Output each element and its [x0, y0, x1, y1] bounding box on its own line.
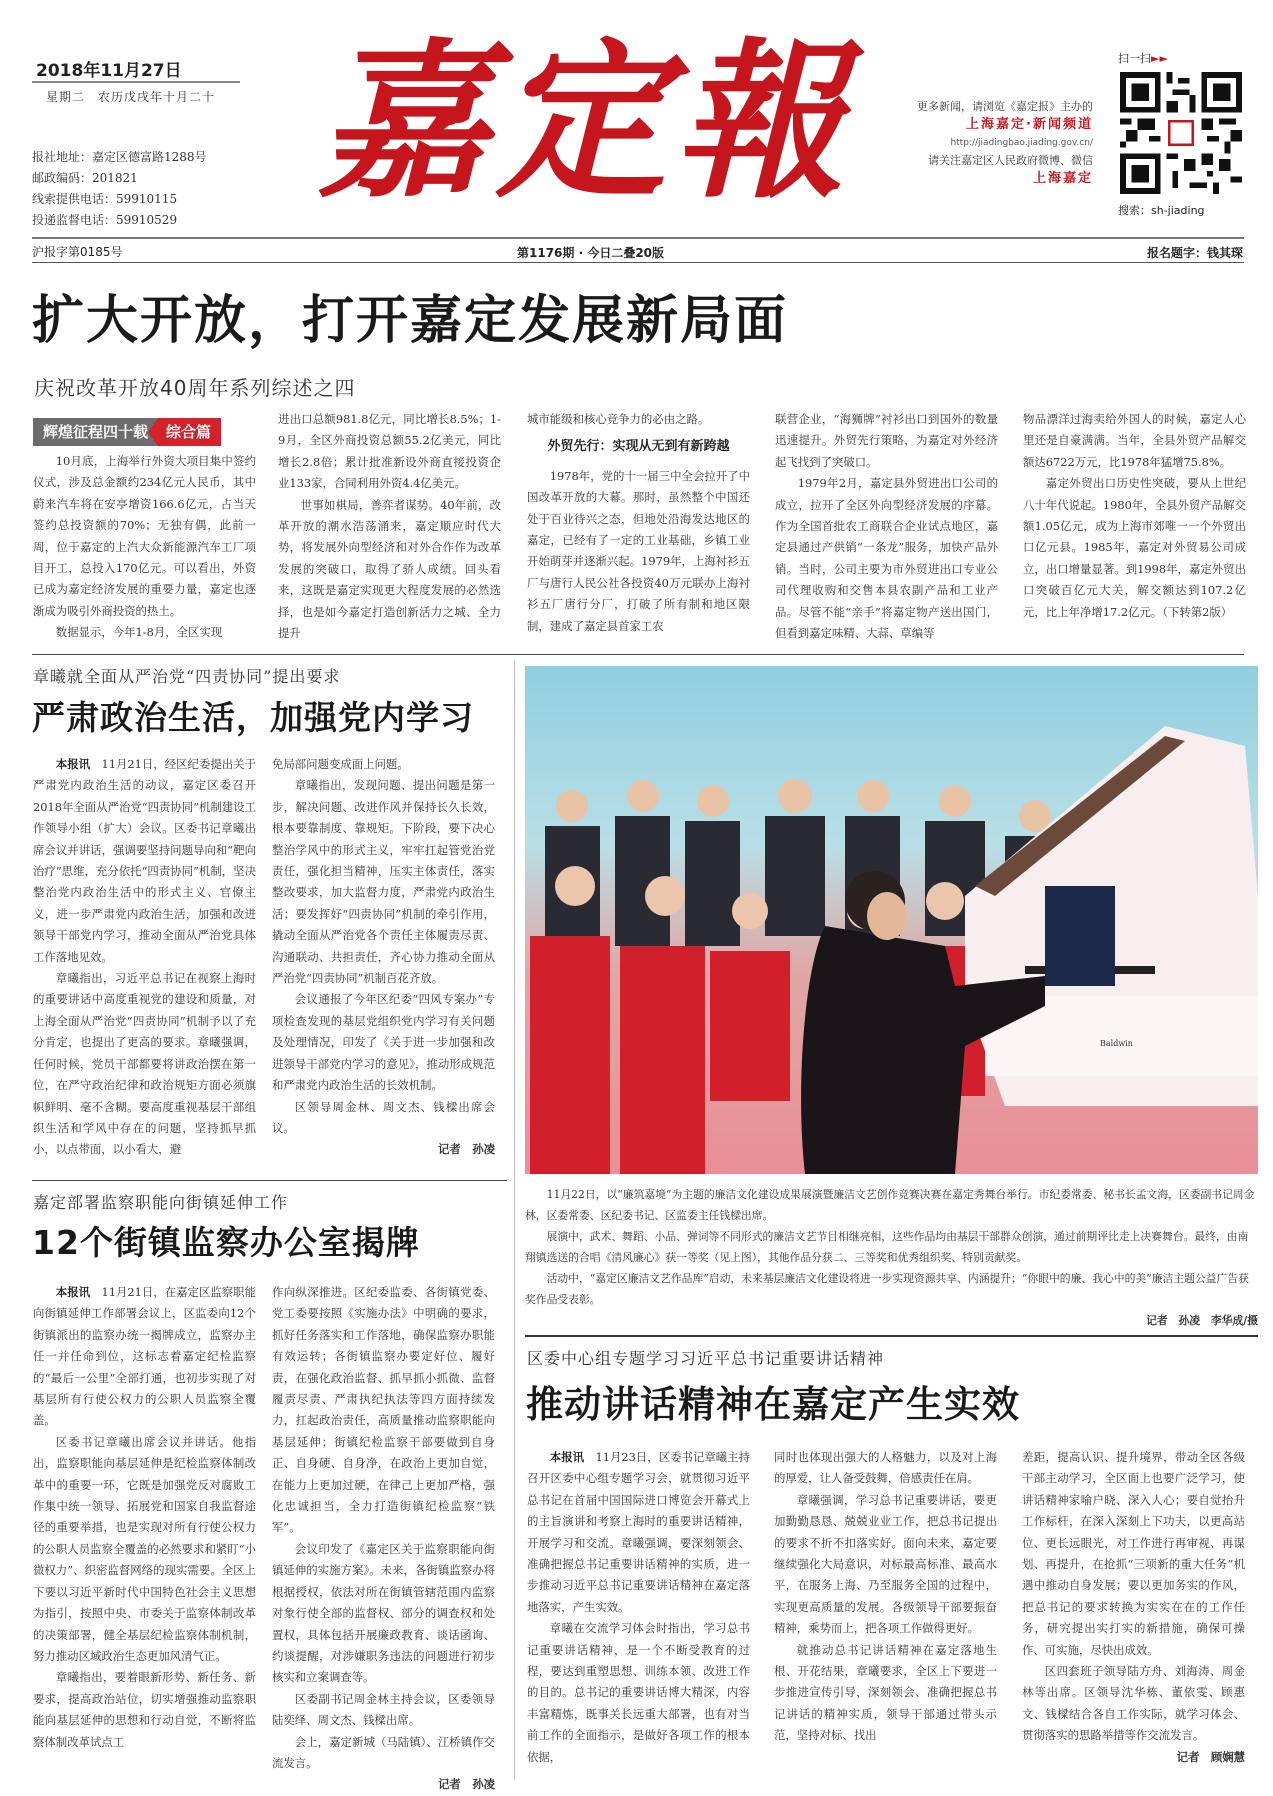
paragraph: 差距，提高认识、提升境界，带动全区各级干部主动学习，全区面上也要广泛学习，使讲话精神家喻户晓、深入人心；要自觉抬升工作标杆，在深入深刻上下功夫，以更高站位、更长远眼光，对工作进行再审视、再谋划、再提升，在抢抓“三项新的重大任务”机遇中推动自身发展；要以更加务实的作风，把总书记的要求转换为实实在在的工作任务，研究提出实打实的新措施，确保可操作、可实施，尽快出成效。: [1022, 1450, 1245, 1657]
dateline: 本报讯: [549, 1450, 585, 1464]
paragraph: 同时也体现出强大的人格魅力，以及对上海的厚爱，让人备受鼓舞，倍感责任在肩。: [774, 1450, 997, 1486]
paragraph: 免局部问题变成面上问题。: [272, 757, 409, 771]
byline: 记者 孙凌: [438, 1777, 495, 1792]
arrow-right-icon: ►►: [1151, 52, 1168, 65]
paragraph: 区四套班子领导陆方舟、刘海涛、周金林等出席。区领导沈华栋、董依雯、顾惠文、钱樑结合各自工作实际，就学习体会、贯彻落实的思路举措等作交流发言。: [1022, 1664, 1245, 1743]
section-divider: [525, 1335, 1258, 1337]
issue-number: 第1176期 · 今日二叠20版: [517, 246, 665, 260]
lead-column-4: [775, 409, 998, 644]
story4-column-1: [527, 1447, 750, 1768]
web-promo: [917, 98, 1093, 188]
lead-column-3: [527, 409, 750, 637]
paragraph: 数据显示，今年1-8月，全区实现: [55, 625, 223, 640]
title-calligraphy-credit: 报名题字：钱其琛: [1146, 246, 1243, 260]
promo-line-2: 请关注嘉定区人民政府微博、微信: [928, 154, 1093, 167]
paragraph: 章曦指出，习近平总书记在视察上海时的重要讲话中高度重视党的建设和质量，对上海全面从严治党“四责协同”机制予以了充分肯定，也提出了更高的要求。章曦强调，任何时候，党员干部都要将讲政治摆在第一位，在严守政治纪律和政治规矩方面必须旗帜鲜明、毫不含糊。要高度重视基层干部组织生活和学风中存在的问题，坚持抓早抓小，以点带面，以小看大，避: [33, 971, 256, 1157]
photo-caption: [525, 1184, 1258, 1331]
story3-column-2: [272, 1282, 495, 1796]
column-divider: [514, 660, 515, 1780]
story3-kicker: 嘉定部署监察职能向街镇延伸工作: [33, 1193, 289, 1212]
dateline: 本报讯: [55, 757, 91, 771]
paragraph: 章曦指出，要着眼新形势、新任务、新要求，提高政治站位，切实增强推动监察职能向基层延伸的思想和行动自觉，不断将监察体制改革试点工: [33, 1670, 256, 1749]
masthead-divider: [32, 237, 1244, 239]
choir-piano-image: [525, 666, 1258, 1174]
caption-paragraph: 11月22日，以“廉筑嘉境”为主题的廉洁文化建设成果展演暨廉洁文艺创作竞赛决赛在嘉定秀舞台举行。市纪委常委、秘书长孟文海，区委副书记周金林，区委常委、区纪委书记、区监委主任钱樑出席。: [525, 1188, 1255, 1222]
byline: 记者 孙凌: [438, 1142, 495, 1157]
paragraph: 作向纵深推进。区纪委监委、各街镇党委、党工委要按照《实施办法》中明确的要求，抓好任务落实和工作落地，确保监察办职能有效运转；各街镇监察办要定好位、履好责，在强化政治监督、抓早抓小抓微、监督履责尽责、严肃执纪执法等四方面持续发力，扛起政治责任，高质量推动监察职能向基层延伸；街镇纪检监察干部要做到自身正、自身硬、自身净，在政治上更加自觉，在能力上更加过硬，在律己上更加严格，强化忠诚担当，全力打造街镇纪检监察“铁军”。: [272, 1285, 495, 1535]
paragraph: 会上，嘉定新城（马陆镇）、江桥镇作交流发言。: [272, 1734, 495, 1770]
story2-headline[interactable]: 严肃政治生活，加强党内学习: [32, 698, 474, 737]
lead-column-5: [1023, 409, 1246, 623]
section-divider: [32, 654, 1244, 655]
paragraph: 进出口总额981.8亿元，同比增长8.5%；1-9月，全区外商投资总额55.2亿美元，同比增长2.8倍；累计批准新设外商直接投资企业133家，合同利用外资4.4亿美元。: [278, 412, 501, 491]
promo-line: 更多新闻，请浏览《嘉定报》主办的: [917, 100, 1093, 113]
lead-headline[interactable]: 扩大开放，打开嘉定发展新局面: [32, 291, 789, 351]
paragraph: 会议印发了《嘉定区关于监察职能向街镇延伸的实施方案》。未来，各街镇监察办将根据授权，依法对所在街镇管辖范围内监察对象行使全部的监督权、部分的调查权和处置权，具体包括开展廉政教育、谈话函询、约谈提醒，对涉嫌职务违法的问题进行初步核实和立案调查等。: [272, 1541, 495, 1685]
scan-label: [1118, 50, 1168, 66]
paragraph: 会议通报了今年区纪委“四风专案办”专项检查发现的基层党组织党内学习有关问题及处理情况，印发了《关于进一步加强和改进领导干部党内学习的意见》，推动形成规范和严肃党内政治生活的长效机制。: [272, 992, 495, 1093]
dateline: 本报讯: [55, 1285, 91, 1299]
story4-headline[interactable]: 推动讲话精神在嘉定产生实效: [526, 1383, 1020, 1426]
story3-headline[interactable]: 12个街镇监察办公室揭牌: [32, 1223, 420, 1262]
address: 报社地址：嘉定区德富路1288号: [32, 150, 207, 164]
story4-column-3: [1022, 1447, 1245, 1768]
paragraph: 嘉定外贸出口历史性突破，要从上世纪八十年代说起。1980年，全县外贸产品解交额1.05亿元，成为上海市郊唯一一个外贸出口亿元县。1985年，嘉定对外贸易公司成立，出口增量显著。到1998年，嘉定外贸出口突破百亿元大关，解交额达到107.2亿元，比上年净增17.2亿元。（下转第2版）: [1023, 476, 1246, 619]
paragraph: 1978年，党的十一届三中全会拉开了中国改革开放的大幕。那时，虽然整个中国还处于百业待兴之态，但地处沿海发达地区的嘉定，已经有了一定的工业基础，乡镇工业开始萌芽并逐渐兴起。1979年，上海衬衫五厂与唐行人民公社各投资40万元联办上海衬衫五厂唐行分厂，打破了所有制和地区限制，建成了嘉定县首家工农: [527, 468, 750, 633]
series-tag: [33, 418, 221, 446]
paragraph: 物品漂洋过海卖给外国人的时候，嘉定人心里还是自豪满满。当年，全县外贸产品解交额达6722万元，比1978年猛增75.8%。: [1023, 412, 1246, 469]
paragraph: 章曦指出，发现问题、提出问题是第一步，解决问题、改进作风并保持长久长效，根本要靠制度、靠规矩。下阶段，要下决心整治学风中的形式主义，牢牢扛起管党治党责任，强化担当精神，压实主体责任，落实整改要求，加大监督力度，严肃党内政治生活；要发挥好“四责协同”机制的牵引作用，撬动全面从严治党各个责任主体履责尽责、沟通联动、共担责任，齐心协力推动全面从严治党“四责协同”机制百花齐放。: [272, 778, 495, 986]
paragraph: 城市能级和核心竞争力的必由之路。: [527, 412, 710, 426]
news-channel: 上海嘉定·新闻频道: [966, 117, 1093, 132]
byline: 记者 顾娴慧: [1176, 1749, 1245, 1764]
issue-date: 2018年11月27日: [36, 61, 182, 81]
section-label: 综合篇: [158, 418, 221, 446]
caption-paragraph: 活动中，“嘉定区廉洁文艺作品库”启动，未来基层廉洁文化建设将进一步实现资源共享、内涵提升；“你眼中的廉、我心中的美”廉洁主题公益广告获奖作品受表彰。: [525, 1272, 1249, 1306]
story4-kicker: 区委中心组专题学习习近平总书记重要讲话精神: [527, 1349, 885, 1368]
story2-column-2: [272, 754, 495, 1161]
registration-number: 沪报字第0185号: [32, 245, 123, 259]
story2-kicker: 章曦就全面从严治党“四责协同”提出要求: [33, 667, 341, 686]
weekday-lunar-date: 星期二 农历戊戌年十月二十: [46, 90, 216, 104]
story3-column-1: [33, 1282, 256, 1753]
section-divider: [32, 1180, 507, 1181]
paragraph: 区领导周金林、周文杰、钱樑出席会议。: [272, 1099, 495, 1135]
paragraph: 就推动总书记讲话精神在嘉定落地生根、开花结果，章曦要求，全区上下要进一步推进宣传引导，深刻领会、准确把握总书记讲话的精神实质，领导干部通过带头示范，坚持对标、找出: [774, 1642, 997, 1743]
paragraph: 世事如棋局，善弈者谋势。40年前，改革开放的潮水浩荡涌来，嘉定顺应时代大势，将发展外向型经济和对外合作作为改革发展的突破口，取得了骄人成绩。回头看来，这既是嘉定实现更大程度发展的必然选择，也是如今嘉定打造创新活力之城、全力提升: [278, 497, 501, 641]
paragraph: 区委书记章曦出席会议并讲话。他指出，监察职能向基层延伸是纪检监察体制改革中的重要一环，它既是加强党反对腐败工作集中统一领导、拓展党和国家自我监督途径的重要举措，也是实现对所有行使公权力的公职人员监察全覆盖的必然要求和紧盯“小微权力”、织密监督网络的现实需要。全区上下要以习近平新时代中国特色社会主义思想为指引，按照中央、市委关于监察体制改革的决策部署，健全基层纪检监察体制机制，努力推动区域政治生态更加风清气正。: [33, 1434, 256, 1663]
paragraph: 11月23日，区委书记章曦主持召开区委中心组专题学习会，就贯彻习近平总书记在首届中国国际进口博览会开幕式上的主旨演讲和考察上海时的重要讲话精神，开展学习和交流。章曦强调，要深刻领会、准确把握总书记重要讲话精神的实质，进一步推动习近平总书记重要讲话精神在嘉定落地落实，产生实效。: [527, 1450, 750, 1614]
photo-byline: 记者 孙凌 李华成/摄: [1146, 1314, 1258, 1327]
lead-subheadline: 庆祝改革开放40周年系列综述之四: [34, 376, 356, 400]
tip-phone: 线索提供电话：59910115: [32, 192, 178, 206]
paragraph: 区委副书记周金林主持会议，区委领导陆奕绎、周文杰、钱樑出席。: [272, 1691, 495, 1728]
lead-column-1: [33, 451, 256, 644]
story2-column-1: [33, 754, 256, 1161]
paragraph: 11月21日，经区纪委提出关于严肃党内政治生活的动议，嘉定区委召开2018年全面从严治党“四责协同”机制建设工作领导小组（扩大）会议。区委书记章曦出席会议并讲话，强调要坚持问题导向和“靶向治疗”思维，充分依托“四责协同”机制，坚决整治党内政治生活中的形式主义、官僚主义，进一步严肃党内政治生活，加强和改进领导干部党内学习，推动全面从严治党具体工作落地见效。: [33, 757, 256, 964]
news-photo[interactable]: [525, 666, 1258, 1174]
delivery-phone: 投递监督电话：59910529: [32, 213, 178, 227]
scan-text: 扫一扫: [1118, 52, 1151, 65]
section-subheading: 外贸先行：实现从无到有新跨越: [547, 439, 730, 455]
social-account: 上海嘉定: [1032, 171, 1093, 186]
masthead-divider-bottom: [32, 262, 1244, 263]
postcode: 邮政编码：201821: [32, 171, 138, 185]
contact-info: [32, 147, 207, 231]
piano-brand: Baldwin: [1100, 1039, 1133, 1048]
paragraph: 1979年2月，嘉定县外贸进出口公司的成立，拉开了全区外向型经济发展的序幕。作为全国首批农工商联合企业试点地区，嘉定县通过产供销“一条龙”服务，加快产品外销。当时，公司主要为市外贸进出口专业公司代理收购和交售本县农副产品和工业产品。尽管不能“亲手”将嘉定物产送出国门，但看到嘉定味精、大蒜、草编等: [775, 476, 998, 641]
newspaper-logo: 嘉定報: [318, 22, 853, 222]
story4-column-2: [774, 1447, 997, 1747]
paragraph: 联营企业，“海狮牌”衬衫出口到国外的数量迅速提升。外贸先行策略，为嘉定对外经济起飞找到了突破口。: [775, 412, 998, 469]
paragraph: 章曦在交流学习体会时指出，学习总书记重要讲话精神，是一个不断受教育的过程，要达到重塑思想、训练本领、改进工作的目的。总书记的重要讲话博大精深，内容丰富精炼，既事关长远重大部署，也有对当前工作的全面指示，是做好各项工作的根本依据，: [527, 1621, 750, 1764]
website-link[interactable]: http://jiadingbao.jiading.gov.cn/: [950, 138, 1093, 148]
paragraph: 11月21日，在嘉定区监察职能向街镇延伸工作部署会议上，区监委向12个街镇派出的监察办统一揭牌成立，监察办主任一并任命到位，这标志着嘉定纪检监察的“最后一公里”全部打通，也初步实现了对基层所有行使公权力的公职人员监察全覆盖。: [33, 1285, 256, 1428]
series-label: 辉煌征程四十载: [33, 418, 158, 446]
paragraph: 10月底，上海举行外资大项目集中签约仪式，涉及总金额约234亿元人民币，其中蔚来汽车将在安亭增资166.6亿元，占当天签约总投资额的70%；无独有偶，此前一周，位于嘉定的上汽大众新能源汽车工厂项目开工，总投入170亿元。可以看出，外资已成为嘉定经济发展的重要力量，嘉定也逐渐成为吸引外商投资的热土。: [33, 454, 256, 618]
social-search-id: 搜索：sh-jiading: [1118, 204, 1205, 217]
qr-code-icon[interactable]: [1118, 72, 1244, 194]
divider: [32, 81, 240, 83]
lead-column-2: [278, 409, 501, 644]
paragraph: 章曦强调，学习总书记重要讲话，要更加勤勤恳恳、兢兢业业工作，把总书记提出的要求不折不扣落实好。面向未来，嘉定要继续强化大局意识，对标最高标准、最高水平，在服务上海、乃至服务全国的过程中，实现更高质量的发展。各级领导干部要振奋精神，乘势而上，把各项工作做得更好。: [774, 1492, 997, 1636]
caption-paragraph: 展演中，武术、舞蹈、小品、弹词等不同形式的廉洁文艺节目相继亮相，这些作品均由基层干部群众创演，通过前期评比走上决赛舞台。最终，由南翔镇选送的合唱《清风廉心》获一等奖（见上图），其他作品分获二、三等奖和优秀组织奖、特别贡献奖。: [525, 1230, 1249, 1264]
